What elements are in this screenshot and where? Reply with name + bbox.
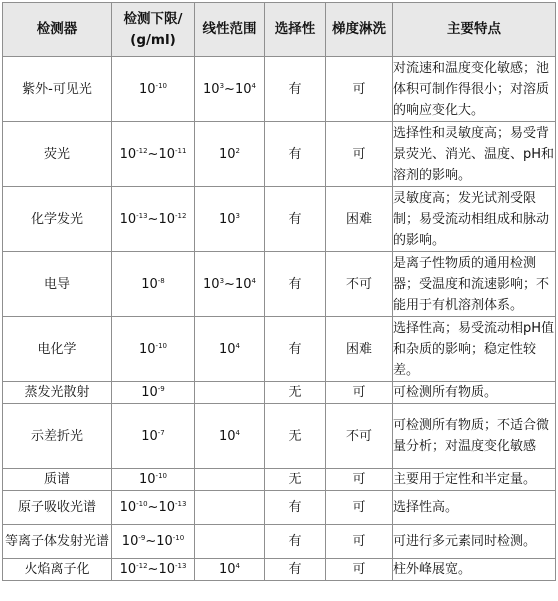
- power-base: 10: [218, 428, 236, 444]
- power-base: 10: [141, 428, 158, 444]
- gradient-elution-cell: 可: [326, 122, 393, 187]
- selectivity-cell: 有: [265, 122, 326, 187]
- detector-name: 原子吸收光谱: [3, 491, 112, 525]
- detection-limit-cell: [112, 122, 195, 187]
- power-exponent: -8: [157, 276, 165, 285]
- detector-name: 火焰离子化: [3, 559, 112, 581]
- power-base: ~10: [147, 562, 175, 577]
- linear-range-cell: [195, 382, 265, 404]
- power-exponent: 4: [235, 341, 240, 350]
- main-features-cell: 对流速和温度变化敏感；池体积可制作得很小；对溶质的响应变化大。: [393, 57, 556, 122]
- power-base: 10: [218, 146, 236, 162]
- power-exponent: -13: [174, 500, 187, 508]
- table-row: [3, 559, 556, 581]
- detection-limit-cell: [112, 187, 195, 252]
- linear-range-cell: [195, 491, 265, 525]
- detection-limit-cell: [112, 382, 195, 404]
- power-base: 10: [141, 385, 158, 400]
- linear-range-cell: [195, 525, 265, 559]
- power-base: 10: [218, 341, 236, 357]
- power-exponent: 4: [235, 562, 240, 570]
- detector-comparison-table: [2, 2, 556, 581]
- power-exponent: -13: [174, 562, 187, 570]
- detection-limit-cell: [112, 57, 195, 122]
- power-base: 10: [119, 146, 137, 162]
- power-base: 10: [203, 81, 220, 97]
- power-base: ~10: [224, 276, 252, 292]
- linear-range-cell: [195, 187, 265, 252]
- power-exponent: -12: [136, 146, 148, 155]
- selectivity-cell: 有: [265, 187, 326, 252]
- detection-limit-cell: [112, 559, 195, 581]
- header-gradient-elution: 梯度淋洗: [326, 3, 393, 57]
- power-exponent: -12: [174, 211, 187, 220]
- gradient-elution-cell: 可: [326, 469, 393, 491]
- power-exponent: 3: [219, 81, 225, 90]
- main-features-cell: 可进行多元素同时检测。: [393, 525, 556, 559]
- table-row: [3, 525, 556, 559]
- table-row: [3, 122, 556, 187]
- main-features-cell: 可检测所有物质。: [393, 382, 556, 404]
- power-base: 10: [139, 472, 156, 487]
- header-selectivity: 选择性: [265, 3, 326, 57]
- gradient-elution-cell: 可: [326, 525, 393, 559]
- detection-limit-cell: [112, 252, 195, 317]
- selectivity-cell: 无: [265, 382, 326, 404]
- power-base: 10: [119, 562, 137, 577]
- power-exponent: 2: [235, 146, 240, 155]
- selectivity-cell: 有: [265, 525, 326, 559]
- detector-name: 紫外-可见光: [3, 57, 112, 122]
- selectivity-cell: 无: [265, 404, 326, 469]
- detection-limit-cell: [112, 525, 195, 559]
- power-exponent: 3: [219, 276, 225, 285]
- power-exponent: -9: [138, 534, 146, 542]
- main-features-cell: 是离子性物质的通用检测器；受温度和流速影响；不能用于有机溶剂体系。: [393, 252, 556, 317]
- power-exponent: -10: [136, 500, 148, 508]
- gradient-elution-cell: 可: [326, 491, 393, 525]
- table-row: [3, 187, 556, 252]
- power-base: 10: [218, 562, 236, 577]
- linear-range-cell: [195, 469, 265, 491]
- table-row: [3, 57, 556, 122]
- main-features-cell: 可检测所有物质；不适合微量分析；对温度变化敏感: [393, 404, 556, 469]
- table-row: [3, 382, 556, 404]
- selectivity-cell: 无: [265, 469, 326, 491]
- linear-range-cell: [195, 317, 265, 382]
- table-row: [3, 404, 556, 469]
- power-base: 10: [141, 276, 158, 292]
- power-base: ~10: [224, 81, 252, 97]
- power-base: 10: [203, 276, 220, 292]
- main-features-cell: 灵敏度高；发光试剂受限制；易受流动相组成和脉动的影响。: [393, 187, 556, 252]
- detection-limit-cell: [112, 404, 195, 469]
- linear-range-cell: [195, 559, 265, 581]
- header-main-features: 主要特点: [393, 3, 556, 57]
- power-exponent: -10: [155, 81, 167, 90]
- power-base: 10: [121, 534, 139, 549]
- detector-name: 电导: [3, 252, 112, 317]
- header-detection-limit: [112, 3, 195, 57]
- power-exponent: 4: [251, 81, 256, 90]
- power-exponent: -10: [155, 472, 167, 480]
- main-features-cell: 柱外峰展宽。: [393, 559, 556, 581]
- power-base: 10: [139, 341, 156, 357]
- table-row: [3, 252, 556, 317]
- power-base: 10: [119, 211, 137, 227]
- header-linear-range: 线性范围: [195, 3, 265, 57]
- header-detector: 检测器: [3, 3, 112, 57]
- table-row: [3, 491, 556, 525]
- main-features-cell: 选择性高；易受流动相pH值和杂质的影响；稳定性较差。: [393, 317, 556, 382]
- power-base: ~10: [147, 211, 175, 227]
- power-base: 10: [218, 211, 236, 227]
- gradient-elution-cell: 可: [326, 559, 393, 581]
- gradient-elution-cell: 可: [326, 57, 393, 122]
- power-base: 10: [139, 81, 156, 97]
- power-exponent: -12: [136, 562, 148, 570]
- power-base: ~10: [147, 146, 175, 162]
- header-row: [3, 3, 556, 57]
- selectivity-cell: 有: [265, 57, 326, 122]
- gradient-elution-cell: 可: [326, 382, 393, 404]
- power-base: ~10: [145, 534, 173, 549]
- power-exponent: -11: [174, 146, 187, 155]
- gradient-elution-cell: 不可: [326, 404, 393, 469]
- selectivity-cell: 有: [265, 491, 326, 525]
- power-exponent: -13: [136, 211, 148, 220]
- power-exponent: -10: [155, 341, 167, 350]
- linear-range-cell: [195, 252, 265, 317]
- power-exponent: 3: [235, 211, 240, 220]
- detection-limit-cell: [112, 317, 195, 382]
- linear-range-cell: [195, 404, 265, 469]
- selectivity-cell: 有: [265, 252, 326, 317]
- detector-name: 荧光: [3, 122, 112, 187]
- detector-name: 蒸发光散射: [3, 382, 112, 404]
- table-row: [3, 317, 556, 382]
- power-exponent: 4: [251, 276, 256, 285]
- gradient-elution-cell: 困难: [326, 317, 393, 382]
- power-exponent: -10: [172, 534, 185, 542]
- main-features-cell: 选择性和灵敏度高；易受背景荧光、消光、温度、pH和溶剂的影响。: [393, 122, 556, 187]
- power-base: ~10: [147, 500, 175, 515]
- header-limit-line1: 检测下限/: [123, 10, 183, 27]
- gradient-elution-cell: 困难: [326, 187, 393, 252]
- detector-name: 质谱: [3, 469, 112, 491]
- detector-name: 化学发光: [3, 187, 112, 252]
- power-exponent: 4: [235, 428, 240, 437]
- selectivity-cell: 有: [265, 317, 326, 382]
- gradient-elution-cell: 不可: [326, 252, 393, 317]
- detector-name: 示差折光: [3, 404, 112, 469]
- linear-range-cell: [195, 57, 265, 122]
- table-row: [3, 469, 556, 491]
- main-features-cell: 选择性高。: [393, 491, 556, 525]
- linear-range-cell: [195, 122, 265, 187]
- power-base: 10: [119, 500, 137, 515]
- header-limit-line2: (g/ml): [130, 31, 176, 48]
- power-exponent: -9: [157, 385, 165, 393]
- power-exponent: -7: [157, 428, 165, 437]
- detection-limit-cell: [112, 469, 195, 491]
- selectivity-cell: 有: [265, 559, 326, 581]
- main-features-cell: 主要用于定性和半定量。: [393, 469, 556, 491]
- detection-limit-cell: [112, 491, 195, 525]
- detector-name: 电化学: [3, 317, 112, 382]
- detector-name: 等离子体发射光谱: [3, 525, 112, 559]
